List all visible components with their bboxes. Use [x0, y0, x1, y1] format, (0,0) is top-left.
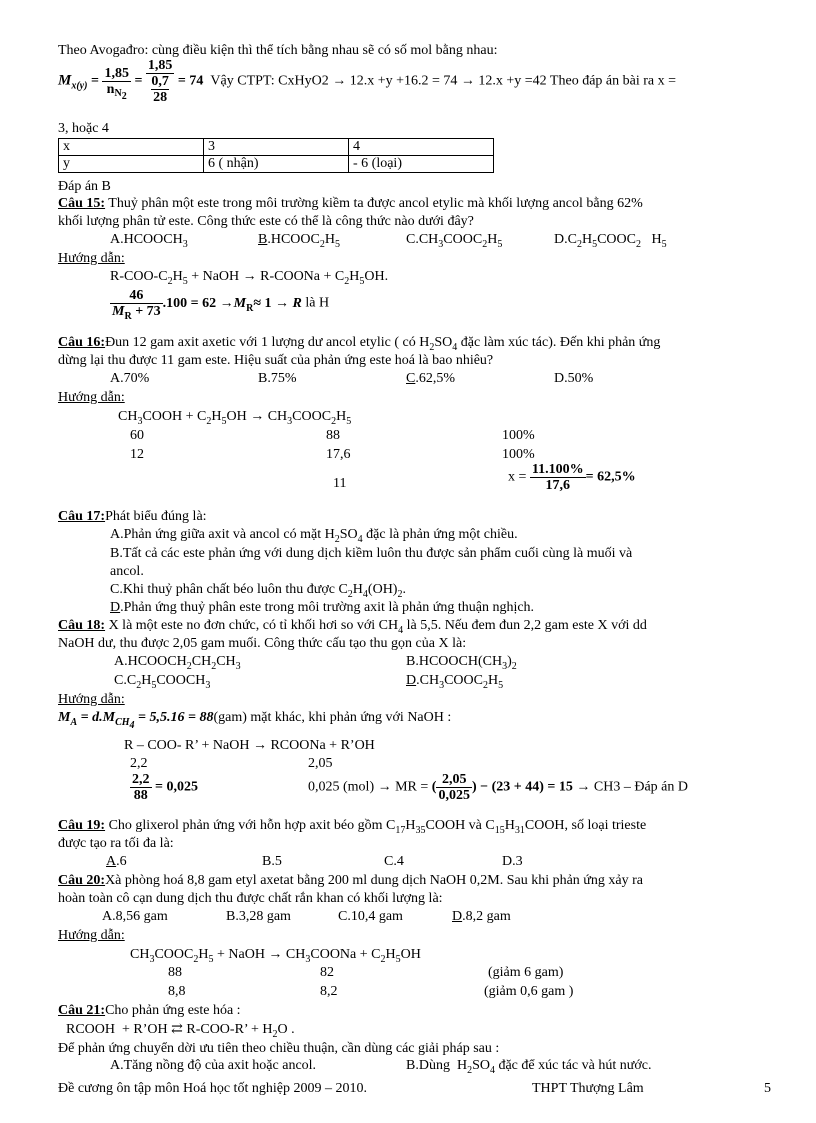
q18-equation: R – COO- R’ + NaOH → RCOONa + R’OH	[124, 738, 375, 753]
question-21: Câu 21:Cho phản ứng este hóa :	[58, 1003, 241, 1018]
question-19-cont: được tạo ra tối đa là:	[58, 836, 174, 851]
q15-calculation: $\frac{46}{M_R + 73}$ $.100 = 62 \to M_R\approx 1 \to R$ là H	[112, 288, 330, 322]
q19-option-c: C.4	[384, 854, 404, 869]
q20-cell: (giảm 0,6 gam )	[484, 984, 574, 999]
q17-option-b: B.Tất cả các este phản ứng với dung dịch kiềm luôn thu được sản phẩm cuối cùng là muối và	[110, 546, 633, 561]
q15-option-b: $B.HCOOC_2H_5$	[258, 232, 340, 250]
q16-equation: $CH_3COOH + C_2H_5OH$ → $CH_3COOC_2H_5$	[118, 409, 352, 427]
q21-equation: RCOOH + R’OH ⇄ R-COO-R’ + $H_2O$ .	[66, 1022, 295, 1040]
question-19: Câu 19: Cho glixerol phản ứng với hỗn hợp axit béo gồm $C_{17}H_{35}COOH$ và $C_{15}H_{31}COOH$, số loại trieste	[58, 818, 647, 836]
q16-cell: 60	[130, 428, 144, 443]
q20-option-a: A.8,56 gam	[102, 909, 168, 924]
q16-cell: 100%	[502, 428, 535, 443]
q20-cell: 82	[320, 965, 334, 980]
question-15: Câu 15: Thuỷ phân một este trong môi trường kiềm ta được ancol etylic mà khối lượng ancol bằng 62%	[58, 196, 643, 211]
footer-school: THPT Thượng Lâm	[532, 1081, 644, 1096]
q20-cell: 8,2	[320, 984, 338, 999]
q20-cell: 8,8	[168, 984, 186, 999]
q17-option-d: D.Phản ứng thuỷ phân este trong môi trường axit là phản ứng thuận nghịch.	[110, 600, 535, 615]
q18-option-c: $C.C_2H_5COOCH_3$	[114, 673, 211, 691]
q18-option-a: $A.HCOOCH_2CH_2CH_3$	[114, 654, 241, 672]
q21-option-b: B.Dùng $H_2SO_4$ đặc để xúc tác và hút nước.	[406, 1058, 652, 1076]
q16-option-c: C.62,5%	[406, 371, 456, 386]
question-20-cont: hoàn toàn cô cạn dung dịch thu được chất rắn khan có khối lượng là:	[58, 891, 443, 906]
intro-text: Theo Avogađro: cùng điều kiện thì thể tích bằng nhau sẽ có số mol bằng nhau:	[58, 43, 498, 58]
guide-label: Hướng dẫn:	[58, 390, 125, 405]
formula-avogadro: $M_{x(y)}$ = $\frac{1,85}{n_{N_2}}$ = 1,85 0,7 28 = 74 Vậy CTPT: CxHyO2 → 12.x +y +16.2 = 74 → 12.x +y =42 Theo đáp án bài ra x =	[58, 58, 677, 105]
q15-option-d: $D.C_2H_5COOC_2$ $H_5$	[554, 232, 667, 250]
footer-title: Đề cương ôn tập môn Hoá học tốt nghiệp 2009 – 2010.	[58, 1081, 367, 1096]
q20-option-c: C.10,4 gam	[338, 909, 403, 924]
q15-option-a: $A.HCOOCH_3$	[110, 232, 188, 250]
table-cell: 3	[204, 139, 349, 156]
q16-cell: 11	[333, 476, 347, 491]
table-cell: x	[59, 139, 204, 156]
table-cell: y	[59, 156, 204, 173]
question-15-cont: khối lượng phân tử este. Công thức este có thể là công thức nào dưới đây?	[58, 214, 474, 229]
q16-cell: 12	[130, 447, 144, 462]
q16-cell: 88	[326, 428, 340, 443]
answer-14: Đáp án B	[58, 179, 111, 194]
xy-table	[58, 138, 494, 173]
q20-cell: (giảm 6 gam)	[488, 965, 564, 980]
q16-cell: 17,6	[326, 447, 351, 462]
q19-option-b: B.5	[262, 854, 282, 869]
q20-cell: 88	[168, 965, 182, 980]
q17-option-b-cont: ancol.	[110, 564, 144, 579]
question-18: Câu 18: X là một este no đơn chức, có tỉ khối hơi so với $CH_4$ là 5,5. Nếu đem đun 2,2 gam este X với dd	[58, 618, 647, 636]
q20-equation: $CH_3COOC_2H_5$ + NaOH → $CH_3COONa + C_2H_5OH$	[130, 947, 421, 965]
guide-label: Hướng dẫn:	[58, 251, 125, 266]
q16-yield-calc: x = $\frac{11.100\%}{17,6}$ = 62,5%	[508, 462, 636, 493]
q18-option-d: $D.CH_3COOC_2H_5$	[406, 673, 504, 691]
q15-option-c: $C.CH_3COOC_2H_5$	[406, 232, 503, 250]
q18-option-b: $B.HCOOCH(CH_3)_2$	[406, 654, 517, 672]
q18-cell: 2,2	[130, 756, 148, 771]
q19-option-a: A.6	[106, 854, 127, 869]
q20-option-d: D.8,2 gam	[452, 909, 511, 924]
q16-cell: 100%	[502, 447, 535, 462]
intro-continued: 3, hoặc 4	[58, 121, 109, 136]
q18-molar-mass: $M_A = d.M_{CH_4} = 5,5.16 = 88(gam)$ mặt khác, khi phản ứng với NaOH :	[58, 710, 452, 731]
question-16: Câu 16:Đun 12 gam axit axetic với 1 lượng dư ancol etylic ( có $H_2SO_4$ đặc làm xúc tác). Đến khi phản ứng	[58, 335, 661, 353]
q16-option-d: D.50%	[554, 371, 594, 386]
q21-option-a: A.Tăng nồng độ của axit hoặc ancol.	[110, 1058, 317, 1073]
question-17: Câu 17:Phát biểu đúng là:	[58, 509, 207, 524]
page-number: 5	[764, 1081, 771, 1096]
table-cell: 4	[349, 139, 494, 156]
guide-label: Hướng dẫn:	[58, 928, 125, 943]
q18-mr-calc: 0,025 (mol) → MR = ( $\frac{2,05}{0,025}$ ) − (23 + 44) = 15 → CH3 – Đáp án D	[308, 772, 688, 803]
guide-label: Hướng dẫn:	[58, 692, 125, 707]
question-18-cont: NaOH dư, thu được 2,05 gam muối. Công thức cấu tạo thu gọn của X là:	[58, 636, 467, 651]
q17-option-c: C.Khi thuỷ phân chất béo luôn thu được $C_2H_4(OH)_2$.	[110, 582, 406, 600]
table-cell: 6 ( nhận)	[204, 156, 349, 173]
q17-option-a: A.Phản ứng giữa axit và ancol có mặt $H_2SO_4$ đặc là phản ứng một chiều.	[110, 527, 518, 545]
q15-equation: $R-COO-C_2H_5$ + NaOH → R-COONa + $C_2H_5OH$.	[110, 269, 389, 287]
q18-mol-calc: $\frac{2,2}{88}$ = 0,025	[132, 772, 198, 803]
table-cell: - 6 (loại)	[349, 156, 494, 173]
q16-option-b: B.75%	[258, 371, 297, 386]
q18-cell: 2,05	[308, 756, 333, 771]
q16-option-a: A.70%	[110, 371, 150, 386]
question-21-cont: Để phản ứng chuyển dời ưu tiên theo chiều thuận, cần dùng các giải pháp sau :	[58, 1041, 500, 1056]
question-16-cont: dừng lại thu được 11 gam este. Hiệu suất của phản ứng este hoá là bao nhiêu?	[58, 353, 494, 368]
q20-option-b: B.3,28 gam	[226, 909, 291, 924]
question-20: Câu 20:Xà phòng hoá 8,8 gam etyl axetat bằng 200 ml dung dịch NaOH 0,2M. Sau khi phản ứng xảy ra	[58, 873, 643, 888]
q19-option-d: D.3	[502, 854, 523, 869]
